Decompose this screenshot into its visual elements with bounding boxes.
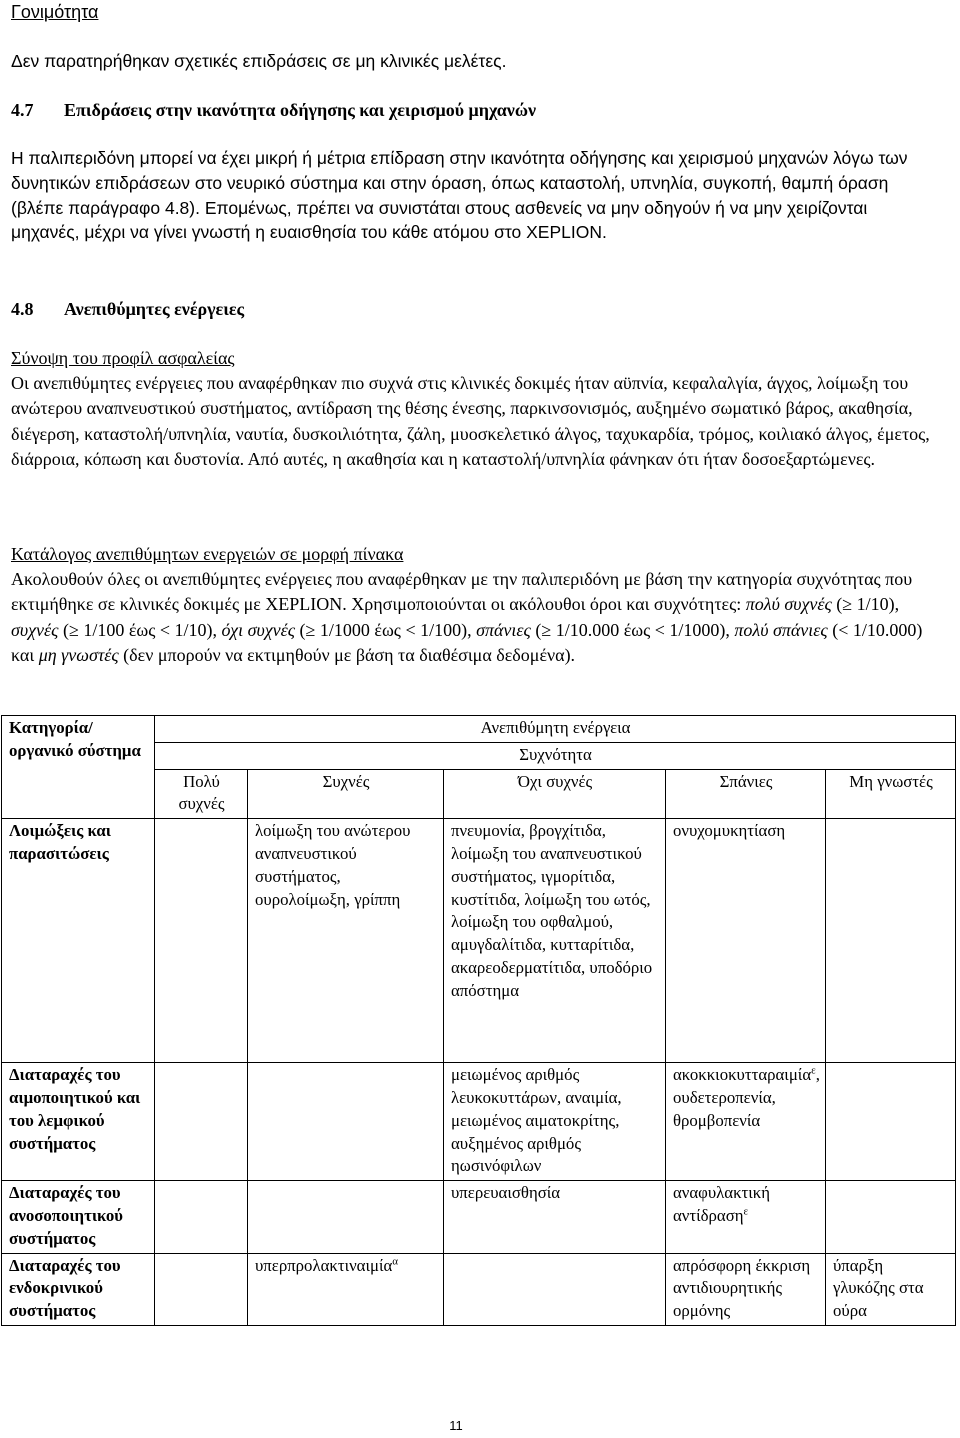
fertility-text: Δεν παρατηρήθηκαν σχετικές επιδράσεις σε μη κλινικές μελέτες. <box>11 51 507 71</box>
cell-unknown <box>826 819 956 1063</box>
cell-rare: ονυχομυκητίαση <box>666 819 826 1063</box>
cell-unknown <box>826 1181 956 1253</box>
common-text: υπερπρολακτιναιμία <box>255 1255 393 1275</box>
section-title: Ανεπιθύμητες ενέργειες <box>64 299 245 319</box>
term-very-rare: πολύ σπάνιες <box>734 619 828 640</box>
footnote-marker: ε <box>743 1205 749 1218</box>
cell-rare <box>666 1063 826 1181</box>
section-number: 4.8 <box>11 299 34 319</box>
table-row <box>2 1063 956 1181</box>
adr-list-text <box>11 567 931 668</box>
cell-common <box>248 1181 444 1253</box>
cell-common <box>248 1253 444 1325</box>
footnote-marker: α <box>392 1254 399 1267</box>
fertility-heading: Γονιμότητα <box>11 2 99 22</box>
col-very-common: Πολύ συχνές <box>155 769 248 819</box>
rare-text-cont: , ουδετεροπενία, θρομβοπενία <box>673 1065 820 1130</box>
cell-uncommon: υπερευαισθησία <box>444 1181 666 1253</box>
range-unknown: (δεν μπορούν να εκτιμηθούν με βάση τα διαθέσιμα δεδομένα). <box>118 644 576 665</box>
cell-very-common <box>155 819 248 1063</box>
rare-text: αναφυλακτική αντίδραση <box>673 1183 771 1225</box>
table-row <box>2 819 956 1063</box>
row-soc: Διαταραχές του ανοσοποιητικού συστήματος <box>2 1181 155 1253</box>
cell-rare: απρόσφορη έκκριση αντιδιουρητικής ορμόνης <box>666 1253 826 1325</box>
section-4-7-text: Η παλιπεριδόνη μπορεί να έχει μικρή ή μέτρια επίδραση στην ικανότητα οδήγησης και χειρισμού μηχανών λόγω των δυνητικών επιδράσεων στο νευρικό σύστημα και στην όραση, όπως καταστολή, υπνηλία, συγκοπή, θαμπή όραση (βλέπε παράγραφο 4.8). Επομένως, πρέπει να συνιστάται στους ασθενείς να μην οδηγούν ή να μην χειρίζονται μηχανές, μέχρι να γίνει γνωστή η ευαισθησία του κάθε ατόμου στο XEPLION. <box>11 148 908 243</box>
table-row <box>2 1253 956 1325</box>
page-number: 11 <box>449 1418 463 1433</box>
cell-uncommon: μειωμένος αριθμός λευκοκυττάρων, αναιμία, μειωμένος αιματοκρίτης, αυξημένος αριθμός ηωσινόφιλων <box>444 1063 666 1181</box>
row-soc: Διαταραχές του ενδοκρινικού συστήματος <box>2 1253 155 1325</box>
section-number: 4.7 <box>11 100 34 120</box>
term-uncommon: όχι συχνές <box>221 619 296 640</box>
cell-very-common <box>155 1063 248 1181</box>
section-title: Επιδράσεις στην ικανότητα οδήγησης και χειρισμού μηχανών <box>64 100 537 120</box>
cell-common: λοίμωξη του ανώτερου αναπνευστικού συστήματος, ουρολοίμωξη, γρίππη <box>248 819 444 1063</box>
safety-summary-text: Οι ανεπιθύμητες ενέργειες που αναφέρθηκαν πιο συχνά στις κλινικές δοκιμές ήταν αϋπνία, κεφαλαλγία, άγχος, λοίμωξη του ανώτερου αναπνευστικού συστήματος, αντίδραση της θέσης ένεσης, παρκινσονισμός, αυξημένο σωματικό βάρος, ακαθησία, διέγερση, καταστολή/υπνηλία, ναυτία, δυσκοιλιότητα, ζάλη, μυοσκελετικό άλγος, ταχυκαρδία, τρόμος, κοιλιακό άλγος, έμετος, διάρροια, κόπωση και δυστονία. Από αυτές, η ακαθησία και η καταστολή/υπνηλία φάνηκαν ότι ήταν δοσοεξαρτώμενες. <box>11 373 930 469</box>
adverse-reactions-table <box>1 715 956 1326</box>
header-soc: Κατηγορία/οργανικό σύστημα <box>2 716 155 819</box>
cell-very-common <box>155 1181 248 1253</box>
header-frequency: Συχνότητα <box>155 742 956 769</box>
row-soc: Λοιμώξεις και παρασιτώσεις <box>2 819 155 1063</box>
cell-very-common <box>155 1253 248 1325</box>
range-uncommon: (≥ 1/1000 έως < 1/100), <box>295 619 477 640</box>
intro-text: Ακολουθούν όλες οι ανεπιθύμητες ενέργειες που αναφέρθηκαν με την παλιπεριδόνη με βάση την κατηγορία συχνότητας που εκτιμήθηκε σε κλινικές δοκιμές με XEPLION. Χρησιμοποιούνται οι ακόλουθοι όροι και συχνότητες: <box>11 569 913 615</box>
col-common: Συχνές <box>248 769 444 819</box>
col-rare: Σπάνιες <box>666 769 826 819</box>
cell-uncommon: πνευμονία, βρογχίτιδα, λοίμωξη του αναπνευστικού συστήματος, ιγμορίτιδα, κυστίτιδα, λοίμωξη του ωτός, λοίμωξη του οφθαλμού, αμυγδαλίτιδα, κυτταρίτιδα, ακαρεοδερματίτιδα, υποδόριο απόστημα <box>444 819 666 1063</box>
table-header-row <box>2 716 956 743</box>
safety-summary <box>11 346 931 472</box>
term-rare: σπάνιες <box>476 619 531 640</box>
cell-unknown: ύπαρξη γλυκόζης στα ούρα <box>826 1253 956 1325</box>
header-adr: Ανεπιθύμητη ενέργεια <box>155 716 956 743</box>
rare-text: ακοκκιοκυτταραιμία <box>673 1065 812 1085</box>
row-soc: Διαταραχές του αιμοποιητικού και του λεμφικού συστήματος <box>2 1063 155 1181</box>
table-row <box>2 1181 956 1253</box>
col-unknown: Μη γνωστές <box>826 769 956 819</box>
adr-list-heading: Κατάλογος ανεπιθύμητων ενεργειών σε μορφή πίνακα <box>11 544 404 564</box>
cell-unknown <box>826 1063 956 1181</box>
cell-rare <box>666 1181 826 1253</box>
footnote-marker: ε <box>811 1064 816 1077</box>
cell-uncommon <box>444 1253 666 1325</box>
term-common: συχνές <box>11 619 59 640</box>
col-uncommon: Όχι συχνές <box>444 769 666 819</box>
section-4-7-heading <box>11 98 960 122</box>
range-common: (≥ 1/100 έως < 1/10), <box>58 619 222 640</box>
range-very-common: (≥ 1/10), <box>831 594 900 615</box>
range-rare: (≥ 1/10.000 έως < 1/1000), <box>530 619 735 640</box>
adr-list-intro <box>11 542 931 668</box>
term-very-common: πολύ συχνές <box>745 594 832 615</box>
term-unknown: μη γνωστές <box>38 644 119 665</box>
section-4-8-heading <box>11 297 960 321</box>
safety-summary-heading: Σύνοψη του προφίλ ασφαλείας <box>11 348 235 368</box>
range-very-rare: (< 1/10.000) και <box>11 619 923 665</box>
cell-common <box>248 1063 444 1181</box>
